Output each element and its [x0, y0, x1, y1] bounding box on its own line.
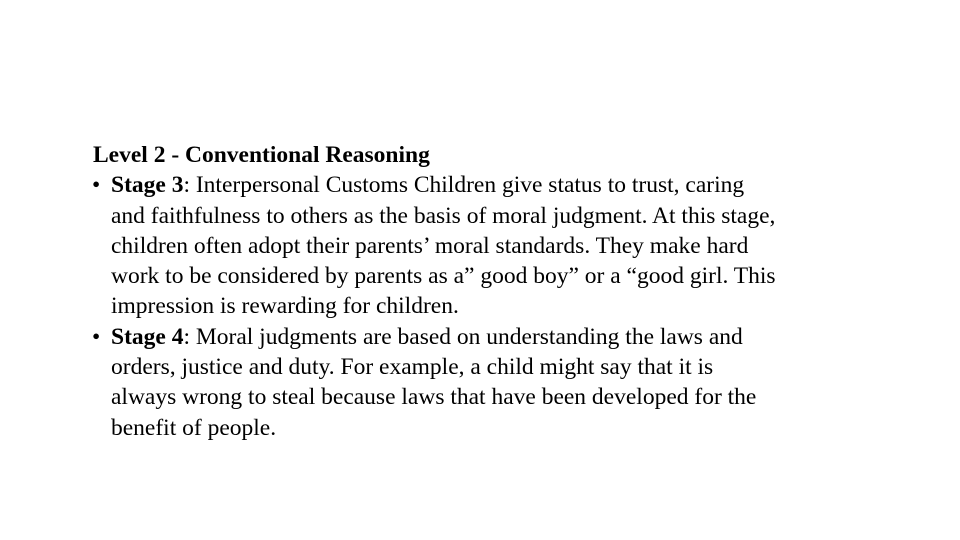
- stage-3-separator: :: [183, 172, 196, 199]
- stage-4-line-1: Moral judgments are based on understanding the laws and: [195, 323, 743, 350]
- stage-3-line-2: and faithfulness to others as the basis of moral judgment. At this stage,: [111, 202, 776, 229]
- slide-heading: Level 2 - Conventional Reasoning: [93, 142, 430, 168]
- stage-4-title: Stage 4: [111, 323, 184, 350]
- stage-item-3: [93, 170, 923, 321]
- stage-4-line-3: always wrong to steal because laws that have been developed for the: [111, 384, 757, 411]
- stage-3-line-5: impression is rewarding for children.: [111, 293, 459, 320]
- stage-3-title: Stage 3: [111, 172, 184, 199]
- stage-4-line-4: benefit of people.: [111, 414, 277, 441]
- bullet-icon: •: [92, 172, 101, 199]
- bullet-icon: •: [92, 323, 101, 350]
- stage-3-first-line: [111, 170, 923, 200]
- stage-4-separator: :: [183, 323, 196, 350]
- stage-item-4: [93, 322, 923, 443]
- slide-content: [93, 140, 923, 443]
- stage-4-first-line: [111, 322, 923, 352]
- stage-3-line-1: Interpersonal Customs Children give status to trust, caring: [195, 172, 745, 199]
- stage-3-line-3: children often adopt their parents’ moral standards. They make hard: [111, 232, 749, 259]
- stage-list: [93, 170, 923, 443]
- stage-3-line-4: work to be considered by parents as a” good boy” or a “good girl. This: [111, 263, 776, 290]
- stage-4-line-2: orders, justice and duty. For example, a child might say that it is: [111, 354, 714, 381]
